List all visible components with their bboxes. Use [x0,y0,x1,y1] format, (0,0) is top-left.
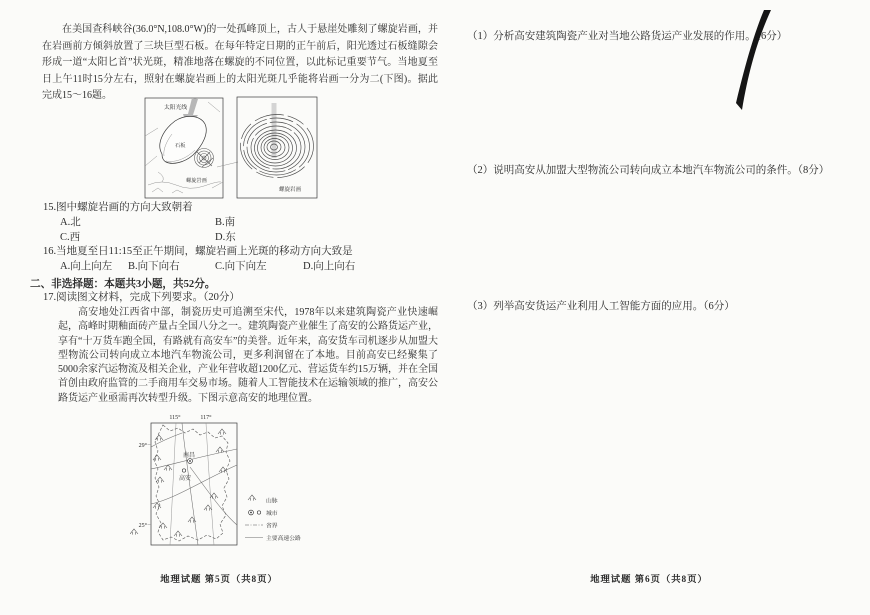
town-icon [257,511,260,514]
lat-tick-25: 25° [138,523,147,529]
nanchang-label: 南昌 [182,453,196,459]
small-spiral [195,149,214,168]
spiral-petroglyph [241,115,314,178]
map-legend [245,495,301,542]
gaoan-symbol [182,469,185,472]
nanchang-dot [189,460,191,462]
stone-slab [160,116,206,163]
q17-sub-2: （2）说明高安从加盟大型物流公司转向成立本地汽车物流公司的条件。（8分） [467,165,830,176]
exam-page-5 [30,0,442,615]
q17-stem: 17.阅读图文材料，完成下列要求。（20分） [43,292,240,303]
ground-rocks [148,172,221,193]
legend-label-boundary: 省界 [266,523,278,530]
q16-option-a: A.向上向左 [60,261,113,272]
q17-sub-3: （3）列举高安货运产业利用人工智能方面的应用。（6分） [467,301,735,312]
lat-tick-marks [148,445,152,525]
q15-option-d: D.东 [215,232,236,243]
spiral-label: 螺旋岩画 [279,187,302,193]
mountain-icon [248,495,256,501]
slab-label: 石板 [175,143,186,149]
meridian-lines [170,423,214,545]
q16-stem: 16.当地夏至日11:15至正午期间，螺旋岩画上光斑的移动方向大致是 [43,246,353,257]
sun-dagger-figure [142,92,334,204]
section-2-header: 二、非选择题：本题共3小题，共52分。 [30,279,216,290]
city-icon-dot [250,512,252,514]
gaoan-label: 高安 [178,476,192,482]
page-6-footer: 地理试题 第6页（共8页） [590,575,708,585]
lon-tick-115: 115° [169,415,181,421]
q15-option-c: C.西 [60,232,81,243]
spiral-small-label: 螺旋岩画 [186,178,207,184]
scan-artifact-mark [735,10,775,114]
page-5-footer: 地理试题 第5页（共8页） [160,575,278,585]
q17-material: 高安地处江西省中部，制瓷历史可追溯至宋代，1978年以来建筑陶瓷产业快速崛起，高峰时期釉面砖产量占全国八分之一。建筑陶瓷产业催生了高安的公路货运产业，享有“十万货车跑全国，有路就有高安车”的美誉。近年来，高安货车司机逐步从加盟大型物流公司转向成立本地汽车物流公司，更多利润留在了本地。目前高安已经聚集了5000余家汽运物流及相关企业，产业年营收超1200亿元、营运货车约15万辆，并在全国首创由政府监管的二手商用车交易市场。随着人工智能技术在运输领域的推广，高安公路货运产业亟需再次转型升级。下图示意高安的地理位置。 [58,307,438,404]
q15-option-a: A.北 [60,217,81,228]
gaoan-location-map [130,407,332,557]
expressway-lines [151,423,237,545]
q16-option-b: B.向下向右 [128,261,180,272]
q16-option-d: D.向上向右 [303,261,356,272]
q17-sub-1: （1）分析高安建筑陶瓷产业对当地公路货运产业发展的作用。（6分） [467,31,788,42]
province-boundary-line [154,425,230,541]
figure-connector-line [217,162,238,167]
q15-option-b: B.南 [215,217,236,228]
map-frame [151,423,237,545]
lon-tick-117: 117° [200,415,212,421]
lat-tick-29: 29° [138,443,147,449]
sun-ray-label: 太阳光线 [164,105,188,111]
legend-label-city: 城市 [266,511,278,517]
intro-paragraph: 在美国查科峡谷(36.0°N,108.0°W)的一处孤峰顶上，古人于悬崖处雕刻了螺旋岩画，并在岩画前方倾斜放置了三块巨型石板。在每年特定日期的正午前后，阳光透过石板缝隙会形成一道“太阳匕首”状光斑，精准地落在螺旋的不同位置，以此标记重要节气。当地夏至日上午11时15分左右，照射在螺旋岩画上的太阳光斑几乎能将岩画一分为二(下图)。据此完成15～16题。 [42,24,438,102]
q15-stem: 15.图中螺旋岩画的方向大致朝着 [43,202,193,213]
exam-page-6 [455,0,869,615]
legend-label-expressway: 主要高速公路 [266,536,301,542]
legend-label-mountain: 山脉 [266,498,278,505]
q16-option-c: C.向下向左 [215,261,267,272]
